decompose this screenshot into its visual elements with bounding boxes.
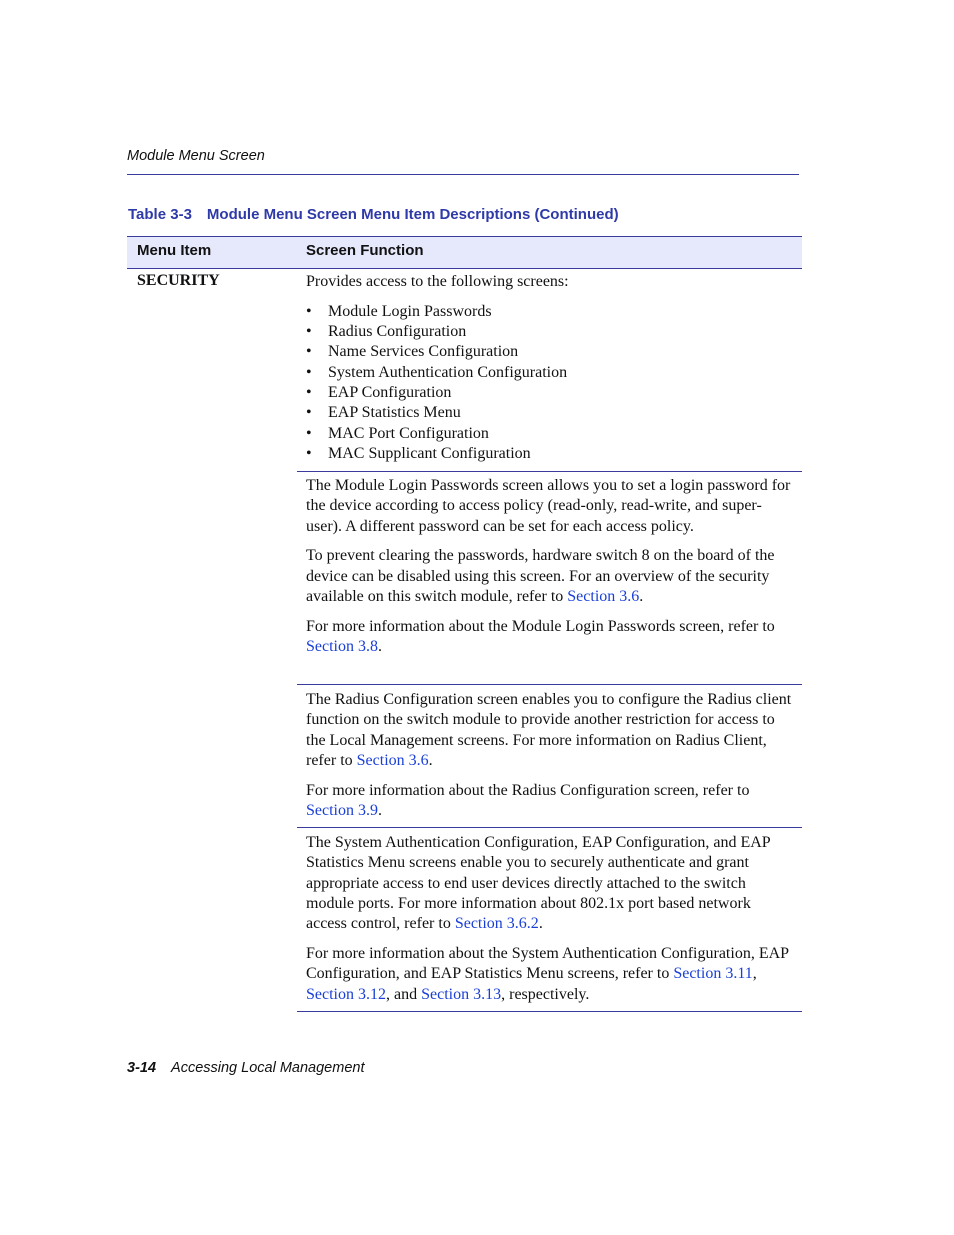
section-3-12-link[interactable]: Section 3.12 — [306, 985, 386, 1003]
section-3-6-link[interactable]: Section 3.6 — [567, 587, 640, 605]
section-3-6-link[interactable]: Section 3.6 — [356, 751, 429, 769]
period: . — [428, 751, 433, 769]
list-item: • Radius Configuration — [306, 322, 794, 342]
radius-paragraph-1-text: The Radius Configuration screen enables you to configure the Radius client function on the switch module to provide another restriction for access to the Local Management screens. For more information on Radius Client, refer to — [306, 691, 792, 769]
login-paragraph-2-text: To prevent clearing the passwords, hardware switch 8 on the board of the device can be disabled using this screen. For an overview of the security available on this switch module, refer to — [306, 547, 775, 605]
list-item: • MAC Port Configuration — [306, 424, 794, 444]
table-caption — [128, 206, 619, 223]
login-paragraph-2 — [306, 546, 794, 607]
header-rule — [127, 174, 799, 175]
sysauth-paragraph-1 — [306, 833, 794, 934]
period: . — [378, 801, 382, 819]
section-radius-configuration — [297, 690, 802, 828]
sysauth-paragraph-2 — [306, 944, 794, 1005]
page-number: 3-14 — [127, 1060, 157, 1076]
login-paragraph-1: The Module Login Passwords screen allows you to set a login password for the device according to access policy (read-only, read-write, and super-user). A different password can be set for each access policy. — [306, 477, 791, 535]
separator: , and — [386, 985, 422, 1003]
section-login-passwords — [297, 476, 802, 685]
screen-list — [306, 302, 794, 464]
radius-paragraph-2-text: For more information about the Radius Configuration screen, refer to — [306, 781, 750, 799]
section-3-13-link[interactable]: Section 3.13 — [421, 985, 502, 1003]
menu-item-security: SECURITY — [137, 272, 220, 289]
login-paragraph-3-text: For more information about the Module Login Passwords screen, refer to — [306, 617, 775, 635]
sentence-end: , respectively. — [501, 985, 590, 1003]
sysauth-paragraph-2-text: For more information about the System Authentication Configuration, EAP Configuration, and EAP Statistics Menu screens, refer to — [306, 944, 789, 983]
list-item: • EAP Statistics Menu — [306, 403, 794, 423]
table-header-row — [127, 236, 802, 269]
running-header-title: Module Menu Screen — [127, 148, 265, 164]
sysauth-paragraph-1-text: The System Authentication Configuration, EAP Configuration, and EAP Statistics Menu screens enable you to securely authenticate and grant appropriate access to end user devices directly attached to the switch module ports. For more information about 802.1x port based network access control, refer to — [306, 834, 771, 933]
radius-paragraph-1 — [306, 690, 794, 771]
list-item: • System Authentication Configuration — [306, 363, 794, 383]
section-3-11-link[interactable]: Section 3.11 — [673, 965, 753, 983]
period: . — [639, 587, 644, 605]
table-caption-text: Module Menu Screen Menu Item Descriptions (Continued) — [206, 206, 619, 223]
section-screen-list — [297, 272, 802, 472]
section-3-9-link[interactable]: Section 3.9 — [306, 801, 378, 819]
list-item: • Module Login Passwords — [306, 302, 794, 322]
intro-text: Provides access to the following screens: — [306, 273, 569, 290]
list-item: • MAC Supplicant Configuration — [306, 444, 794, 464]
column-header-screen-function: Screen Function — [306, 242, 424, 259]
section-3-6-2-link[interactable]: Section 3.6.2 — [454, 915, 539, 933]
separator: , — [752, 965, 757, 983]
list-item: • Name Services Configuration — [306, 342, 794, 362]
period: . — [378, 638, 382, 656]
section-3-8-link[interactable]: Section 3.8 — [306, 638, 378, 656]
login-paragraph-3 — [306, 617, 794, 658]
section-system-authentication — [297, 833, 802, 1012]
page-footer — [127, 1060, 364, 1076]
list-item: • EAP Configuration — [306, 383, 794, 403]
radius-paragraph-2 — [306, 781, 794, 822]
column-header-menu-item: Menu Item — [137, 242, 212, 259]
table-caption-number: Table 3-3 — [128, 206, 192, 223]
chapter-title: Accessing Local Management — [171, 1060, 365, 1076]
period: . — [538, 915, 543, 933]
